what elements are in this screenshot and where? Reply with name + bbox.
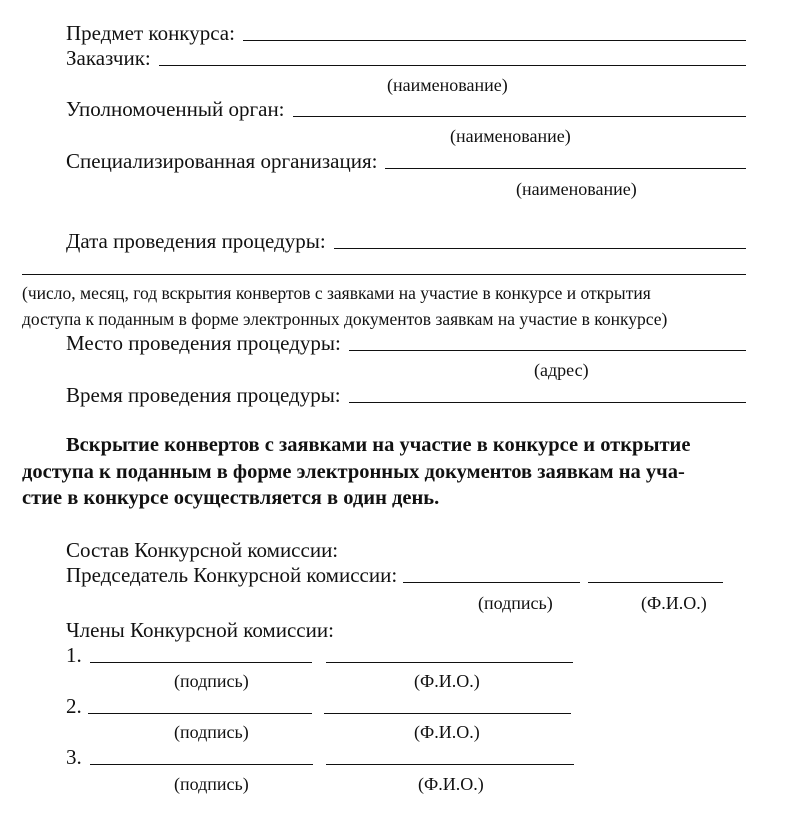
members-label: Члены Конкурсной комиссии: [66,618,334,642]
member-3-number: 3. [66,745,82,769]
notice-line-1: Вскрытие конвертов с заявками на участие в конкурсе и открытие [66,434,691,456]
member-3-name-caption: (Ф.И.О.) [418,774,484,794]
authority-field-line [293,116,746,117]
customer-field-line [159,65,746,66]
chair-row [66,563,723,588]
member-1-number: 1. [66,643,82,667]
place-caption: (адрес) [534,360,589,380]
subject-field-line [243,40,746,41]
chair-name-line [588,582,723,583]
member-1-signature-caption: (подпись) [174,671,249,691]
specialized-org-label: Специализированная организация: [66,149,378,173]
specialized-org-caption: (наименование) [516,179,637,199]
chair-signature-caption: (подпись) [478,593,553,613]
chair-signature-line [403,582,580,583]
time-label: Время проведения процедуры: [66,383,341,407]
date-full-width-line [22,274,746,275]
chair-label: Председатель Конкурсной комиссии: [66,563,398,587]
notice-line-3: стие в конкурсе осуществляется в один день. [22,487,440,509]
notice-line-2: доступа к поданным в форме электронных документов заявкам на уча- [22,461,685,483]
member-1-name-caption: (Ф.И.О.) [414,671,480,691]
authority-row [66,97,746,122]
time-row [66,383,746,408]
member-1-signature-line [90,662,312,663]
date-row [66,229,746,254]
date-note-line-2: доступа к поданным в форме электронных документов заявкам на участие в конкурсе) [22,309,668,329]
member-1-name-line [326,662,573,663]
member-2-name-caption: (Ф.И.О.) [414,722,480,742]
time-field-line [349,402,746,403]
subject-row [66,21,746,46]
member-2-name-line [324,713,571,714]
place-label: Место проведения процедуры: [66,331,341,355]
date-label: Дата проведения процедуры: [66,229,326,253]
place-field-line [349,350,746,351]
authority-label: Уполномоченный орган: [66,97,285,121]
member-2-number: 2. [66,694,82,718]
specialized-org-field-line [385,168,746,169]
subject-label: Предмет конкурса: [66,21,235,45]
specialized-org-row [66,149,746,174]
customer-label: Заказчик: [66,46,151,70]
date-note-line-1: (число, месяц, год вскрытия конвертов с заявками на участие в конкурсе и открытия [22,283,651,303]
date-field-line [334,248,746,249]
member-2-signature-caption: (подпись) [174,722,249,742]
chair-name-caption: (Ф.И.О.) [641,593,707,613]
commission-heading: Состав Конкурсной комиссии: [66,538,339,562]
customer-caption: (наименование) [387,75,508,95]
member-2-signature-line [88,713,312,714]
authority-caption: (наименование) [450,126,571,146]
customer-row [66,46,746,71]
member-3-signature-line [90,764,313,765]
member-3-name-line [326,764,574,765]
place-row [66,331,746,356]
member-3-signature-caption: (подпись) [174,774,249,794]
